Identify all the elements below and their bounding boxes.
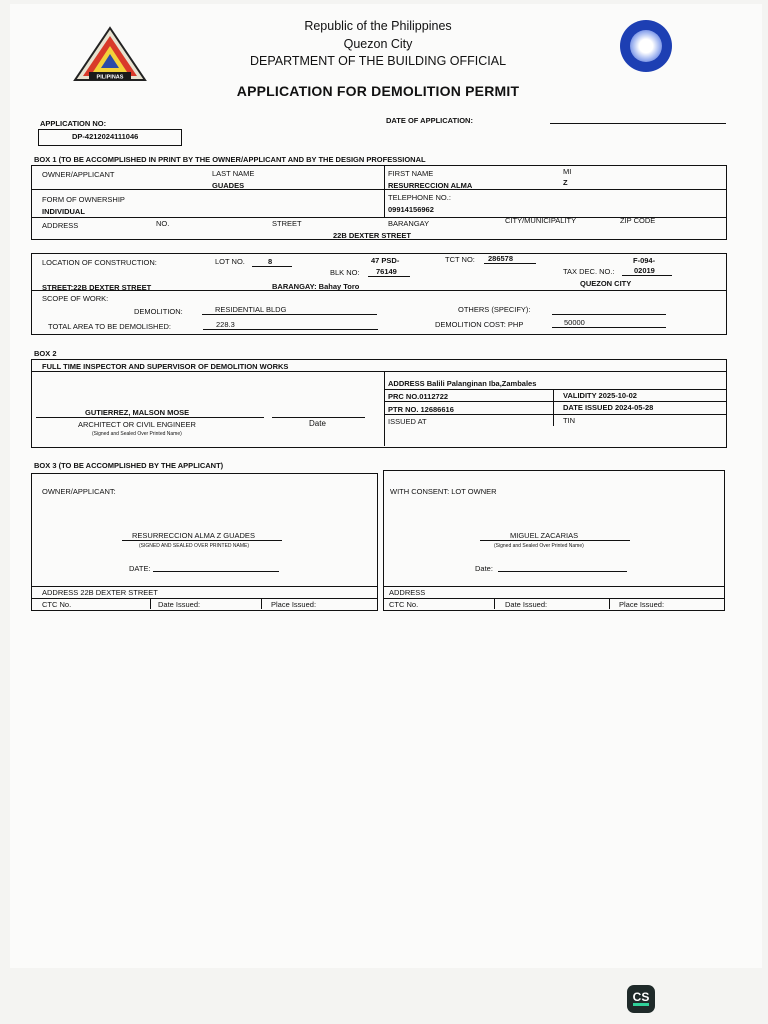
- address-zip-label: ZIP CODE: [620, 216, 656, 225]
- department-line: DEPARTMENT OF THE BUILDING OFFICIAL: [249, 54, 507, 68]
- validity: VALIDITY 2025-10-02: [563, 391, 637, 400]
- lot-no-value: 8: [252, 257, 292, 267]
- consent-address: ADDRESS: [389, 588, 426, 597]
- quezon-city-seal-icon: [73, 26, 147, 82]
- owner-ctc-label: CTC No.: [42, 600, 72, 609]
- address-value: 22B DEXTER STREET: [333, 231, 411, 240]
- psd-value: 47 PSD-: [371, 256, 400, 265]
- address-no-label: NO.: [156, 219, 170, 228]
- consent-ctc-label: CTC No.: [389, 600, 419, 609]
- consent-printed-name: MIGUEL ZACARIAS: [510, 531, 579, 540]
- camscanner-badge-text: CS: [632, 990, 650, 1004]
- inspector-role: ARCHITECT OR CIVIL ENGINEER: [78, 420, 196, 429]
- tax-dec-label: TAX DEC. NO.:: [563, 267, 615, 276]
- republic-line: Republic of the Philippines: [304, 19, 452, 33]
- box3-heading: BOX 3 (TO BE ACCOMPLISHED BY THE APPLICANT): [34, 461, 224, 470]
- telephone-value: 09914156962: [388, 205, 434, 214]
- mi-value: Z: [563, 178, 568, 187]
- tct-no-label: TCT NO:: [445, 255, 475, 264]
- camscanner-badge-icon: [627, 985, 655, 1013]
- f-value: F-094-: [633, 256, 656, 265]
- scope-of-work-label: SCOPE OF WORK:: [42, 294, 109, 303]
- inspector-date-line[interactable]: [272, 417, 365, 418]
- inspector-date-label: Date: [309, 419, 326, 428]
- owner-address: ADDRESS 22B DEXTER STREET: [42, 588, 158, 597]
- barangay-value: BARANGAY: Bahay Toro: [272, 282, 360, 291]
- consent-date-label: Date:: [475, 564, 493, 573]
- consent-signed-note: (Signed and Sealed Over Printed Name): [494, 543, 584, 549]
- owner-applicant-label-box3: OWNER/APPLICANT:: [42, 487, 116, 496]
- date-issued: DATE ISSUED 2024-05-28: [563, 403, 654, 412]
- last-name-value: GUADES: [212, 181, 245, 190]
- demolition-cost-label: DEMOLITION COST: PHP: [435, 320, 524, 329]
- form-of-ownership-value: INDIVIDUAL: [42, 207, 85, 216]
- owner-applicant-label: OWNER/APPLICANT: [42, 170, 115, 179]
- owner-date-line[interactable]: [153, 571, 279, 572]
- application-no-value: DP-4212024111046: [72, 132, 139, 141]
- last-name-label: LAST NAME: [212, 169, 255, 178]
- left-seal-text: PILIPINAS: [96, 74, 124, 81]
- application-no-label: APPLICATION NO:: [40, 119, 107, 128]
- tax-dec-value: 02019: [622, 266, 672, 276]
- ptr-no: PTR NO. 12686616: [388, 405, 454, 414]
- blk-no-label: BLK NO:: [330, 268, 360, 277]
- box1-heading: BOX 1 (TO BE ACCOMPLISHED IN PRINT BY THE OWNER/APPLICANT AND BY THE DESIGN PROFESSIONAL: [34, 155, 426, 164]
- lot-no-label: LOT NO.: [215, 257, 245, 266]
- owner-printed-name: RESURRECCION ALMA Z GUADES: [132, 531, 255, 540]
- demolition-label: DEMOLITION:: [134, 307, 183, 316]
- page-title: APPLICATION FOR DEMOLITION PERMIT: [236, 83, 520, 99]
- box1-owner-frame: [31, 165, 727, 240]
- address-city-label: CITY/MUNICIPALITY: [505, 216, 577, 225]
- tin-label: TIN: [563, 416, 576, 425]
- total-area-label: TOTAL AREA TO BE DEMOLISHED:: [48, 322, 171, 331]
- owner-date-label: DATE:: [129, 564, 151, 573]
- mi-label: MI: [563, 167, 572, 176]
- date-of-application-label: DATE OF APPLICATION:: [386, 116, 473, 125]
- inspector-signed-note: (Signed and Sealed Over Printed Name): [92, 431, 182, 437]
- box2-label: BOX 2: [34, 349, 57, 358]
- owner-date-issued-label: Date Issued:: [158, 600, 201, 609]
- consent-label: WITH CONSENT: LOT OWNER: [390, 487, 497, 496]
- demolition-cost-value: 50000: [552, 318, 666, 328]
- demolition-value: RESIDENTIAL BLDG: [202, 305, 377, 315]
- issued-at-label: ISSUED AT: [388, 417, 427, 426]
- city-value: QUEZON CITY: [580, 279, 632, 288]
- city-line: Quezon City: [343, 37, 413, 51]
- first-name-value: RESURRECCION ALMA: [388, 181, 473, 190]
- street-value: STREET:22B DEXTER STREET: [42, 283, 152, 292]
- owner-place-issued-label: Place Issued:: [271, 600, 317, 609]
- box2-heading: FULL TIME INSPECTOR AND SUPERVISOR OF DEMOLITION WORKS: [42, 362, 289, 371]
- address-street-label: STREET: [272, 219, 302, 228]
- owner-signed-note: (SIGNED AND SEALED OVER PRINTED NAME): [139, 543, 250, 549]
- others-label: OTHERS (SPECIFY):: [458, 305, 531, 314]
- dbo-seal-icon: [620, 20, 672, 72]
- form-of-ownership-label: FORM OF OWNERSHIP: [42, 195, 125, 204]
- date-of-application-line[interactable]: [550, 123, 726, 124]
- consent-date-issued-label: Date Issued:: [505, 600, 548, 609]
- prc-no: PRC NO.0112722: [388, 392, 449, 401]
- tct-no-value: 286578: [484, 254, 536, 264]
- blk-no-value: 76149: [368, 267, 410, 277]
- address-label: ADDRESS: [42, 221, 79, 230]
- total-area-value: 228.3: [203, 320, 378, 330]
- consent-place-issued-label: Place Issued:: [619, 600, 665, 609]
- inspector-address: ADDRESS Balili Palanginan Iba,Zambales: [388, 379, 537, 388]
- first-name-label: FIRST NAME: [388, 169, 434, 178]
- inspector-name: GUTIERREZ, MALSON MOSE: [85, 408, 190, 417]
- address-barangay-label: BARANGAY: [388, 219, 430, 228]
- others-line[interactable]: [552, 314, 666, 315]
- telephone-label: TELEPHONE NO.:: [388, 193, 451, 202]
- consent-date-line[interactable]: [498, 571, 627, 572]
- location-label: LOCATION OF CONSTRUCTION:: [42, 258, 157, 267]
